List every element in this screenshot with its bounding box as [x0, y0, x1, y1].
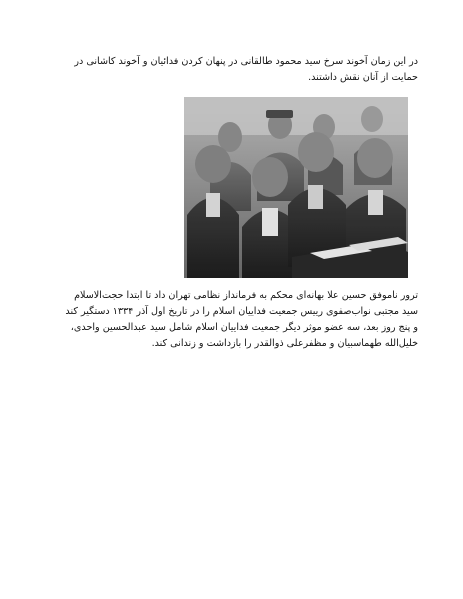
paragraph-2: ترور ناموفق حسین علا بهانه‌ای محکم به فرمانداز نظامی تهران داد تا ابتدا حجت‌الاسلام سید مجتبی نواب‌صفوی رییس جمعیت فداییان اسلام را در تاریخ اول آذر ۱۳۳۴ دستگیر کند و پنج روز بعد، سه عضو موثر دیگر جمعیت فداییان اسلام شامل سید عبدالحسین واحدی، خلیل‌الله طهماسبیان و مظفرعلی ذوالقدر را بازداشت و زندانی کند.: [65, 290, 418, 349]
photo-illustration: [184, 97, 408, 278]
paragraph-1: در این زمان آخوند سرخ سید محمود طالقانی در پنهان کردن فدائیان و آخوند کاشانی در حمایت از آنان نقش داشتند.: [74, 56, 418, 83]
group-photo: [184, 97, 408, 278]
